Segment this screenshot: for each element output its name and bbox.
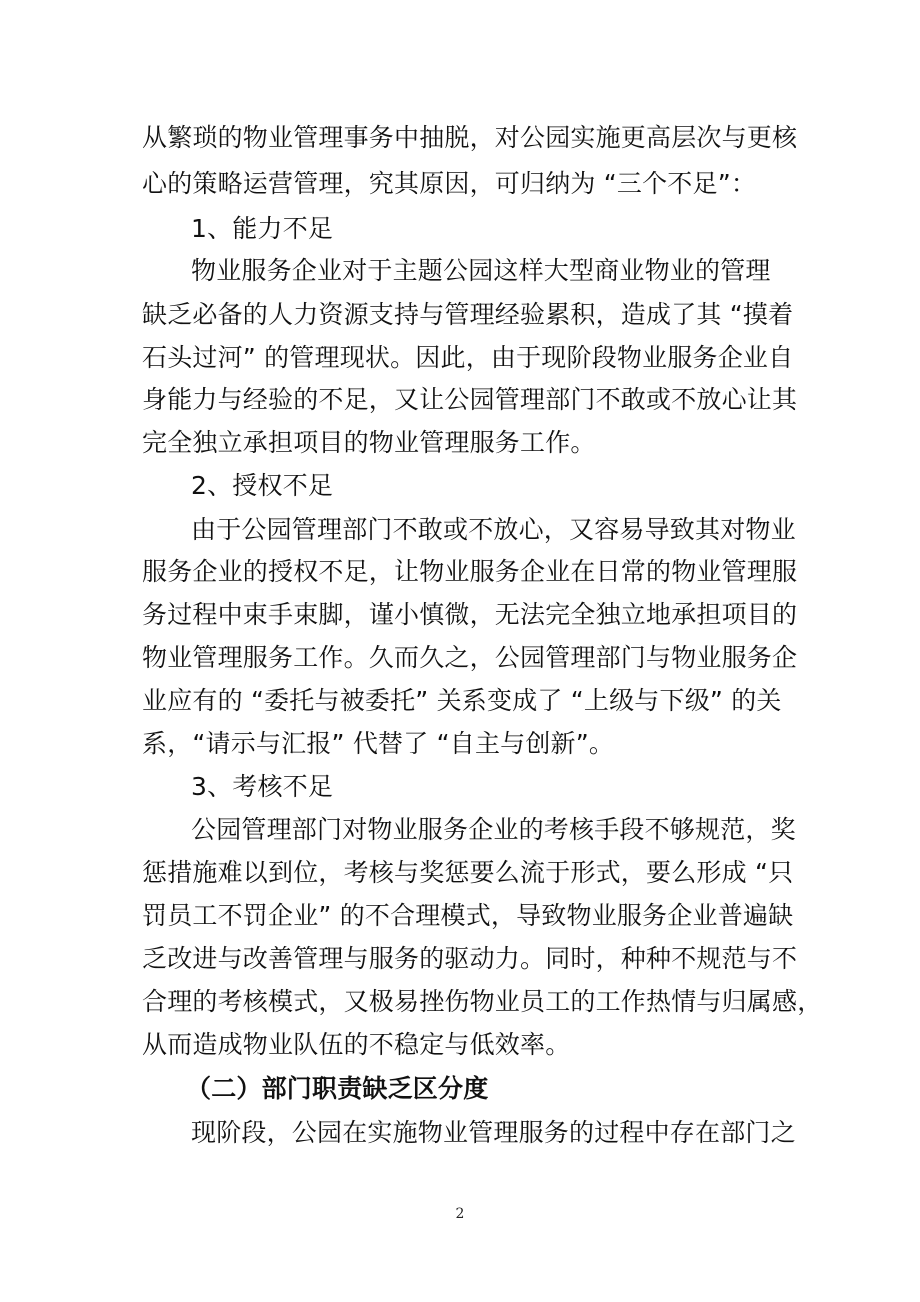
- paragraph-line: 合理的考核模式，又极易挫伤物业员工的工作热情与归属感，: [142, 987, 823, 1016]
- paragraph-line: 从而造成物业队伍的不稳定与低效率。: [142, 1030, 571, 1059]
- paragraph-line: 惩措施难以到位，考核与奖惩要么流于形式，要么形成 “只: [142, 858, 794, 887]
- paragraph-line: 从繁琐的物业管理事务中抽脱，对公园实施更高层次与更核: [142, 123, 798, 152]
- paragraph-line: 公园管理部门对物业服务企业的考核手段不够规范，奖: [191, 815, 796, 844]
- paragraph-line: 业应有的 “委托与被委托” 关系变成了 “上级与下级” 的关: [142, 686, 782, 715]
- paragraph-line: 缺乏必备的人力资源支持与管理经验累积，造成了其 “摸着: [142, 300, 794, 329]
- paragraph-line: 完全独立承担项目的物业管理服务工作。: [142, 428, 596, 457]
- section-heading: （二）部门职责缺乏区分度: [186, 1074, 489, 1103]
- paragraph-line: 心的策略运营管理，究其原因，可归纳为 “三个不足”：: [142, 169, 757, 198]
- paragraph-line: 务过程中束手束脚，谨小慎微，无法完全独立地承担项目的: [142, 600, 798, 629]
- page-number: 2: [455, 1206, 465, 1222]
- paragraph-line: 服务企业的授权不足，让物业服务企业在日常的物业管理服: [142, 557, 798, 586]
- paragraph-line: 罚员工不罚企业” 的不合理模式，导致物业服务企业普遍缺: [142, 901, 794, 930]
- paragraph-line: 乏改进与改善管理与服务的驱动力。同时，种种不规范与不: [142, 944, 798, 973]
- paragraph-line: 现阶段，公园在实施物业管理服务的过程中存在部门之: [191, 1118, 796, 1147]
- paragraph-line: 系，“请示与汇报” 代替了 “自主与创新”。: [142, 729, 615, 758]
- list-heading-authorization: 2、授权不足: [191, 471, 334, 500]
- paragraph-line: 石头过河” 的管理现状。因此，由于现阶段物业服务企业自: [142, 343, 794, 372]
- paragraph-line: 物业服务企业对于主题公园这样大型商业物业的管理: [191, 256, 771, 285]
- paragraph-line: 物业管理服务工作。久而久之，公园管理部门与物业服务企: [142, 643, 798, 672]
- list-heading-ability: 1、能力不足: [191, 214, 334, 243]
- list-heading-assessment: 3、考核不足: [191, 772, 334, 801]
- paragraph-line: 由于公园管理部门不敢或不放心，又容易导致其对物业: [191, 515, 796, 544]
- paragraph-line: 身能力与经验的不足，又让公园管理部门不敢或不放心让其: [142, 385, 798, 414]
